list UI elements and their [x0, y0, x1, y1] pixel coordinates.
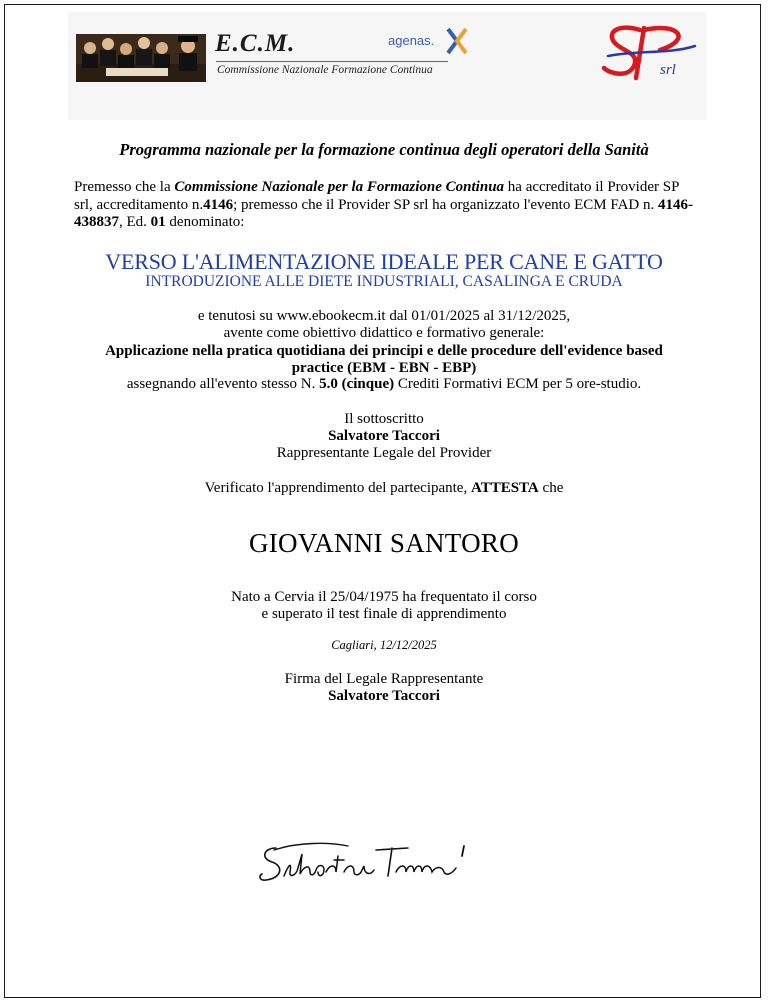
verification-line	[0, 480, 768, 497]
event-number: 4146-438837	[74, 196, 693, 230]
course-objective: Applicazione nella pratica quotidiana dei principi e delle procedure dell'evidence based practice (EBM - EBN - EBP)	[105, 343, 663, 376]
credits-value: 5.0 (cinque)	[319, 376, 395, 392]
objective-intro: avente come obiettivo didattico e formativo generale:	[223, 325, 545, 341]
credits-post: Crediti Formativi ECM per 5 ore-studio.	[394, 376, 642, 392]
course-dates: e tenutosi su www.ebookecm.it dal 01/01/2025 al 31/12/2025,	[197, 308, 571, 324]
participant-name: GIOVANNI SANTORO	[248, 528, 520, 558]
intro-text-1: Premesso che la	[74, 179, 175, 195]
ecm-logo-divider	[216, 61, 448, 62]
attesta-word: ATTESTA	[470, 480, 539, 496]
intro-text-5: denominato:	[165, 214, 245, 230]
agenas-x-icon	[446, 27, 468, 55]
commission-name: Commissione Nazionale per la Formazione Continua	[174, 179, 505, 195]
verification-pre: Verificato l'apprendimento del partecipante,	[204, 480, 471, 496]
course-title: VERSO L'ALIMENTAZIONE IDEALE PER CANE E GATTO	[105, 249, 663, 274]
ecm-logo-subtitle: Commissione Nazionale Formazione Continua	[217, 64, 433, 76]
program-title: Programma nazionale per la formazione continua degli operatori della Sanità	[119, 140, 649, 159]
participant-birth-line: Nato a Cervia il 25/04/1975 ha frequentato il corso	[231, 589, 537, 605]
signatory-name: Salvatore Taccori	[328, 428, 440, 444]
agenas-logo-text: agenas.	[388, 33, 435, 48]
edition-number: 01	[150, 214, 166, 230]
accreditation-number: 4146	[203, 196, 234, 213]
course-subtitle: INTRODUZIONE ALLE DIETE INDUSTRIALI, CASALINGA E CRUDA	[145, 273, 623, 290]
signature-name: Salvatore Taccori	[328, 688, 440, 704]
verification-post: che	[538, 480, 564, 496]
signature-label: Firma del Legale Rappresentante	[284, 671, 484, 687]
ecm-logo-title: E.C.M.	[215, 30, 296, 57]
signatory-role: Rappresentante Legale del Provider	[276, 445, 492, 461]
intro-text-4: , Ed.	[119, 214, 151, 230]
sp-srl-logo	[600, 20, 700, 86]
intro-paragraph	[74, 179, 696, 232]
credits-pre: assegnando all'evento stesso N.	[126, 376, 320, 392]
participant-test-line: e superato il test finale di apprendimento	[261, 606, 507, 622]
credits-line	[0, 376, 768, 393]
signatory-intro: Il sottoscritto	[344, 411, 424, 427]
handwritten-signature	[258, 836, 473, 888]
anatomy-lesson-painting	[76, 34, 206, 82]
place-date: Cagliari, 12/12/2025	[331, 638, 437, 652]
sp-logo-srl-text: srl	[660, 62, 676, 78]
intro-text-2: ha accreditato il Provider SP srl, accreditamento n.	[74, 179, 679, 213]
intro-text-3: ; premesso che il Provider SP srl ha organizzato l'evento ECM FAD n.	[233, 196, 658, 213]
